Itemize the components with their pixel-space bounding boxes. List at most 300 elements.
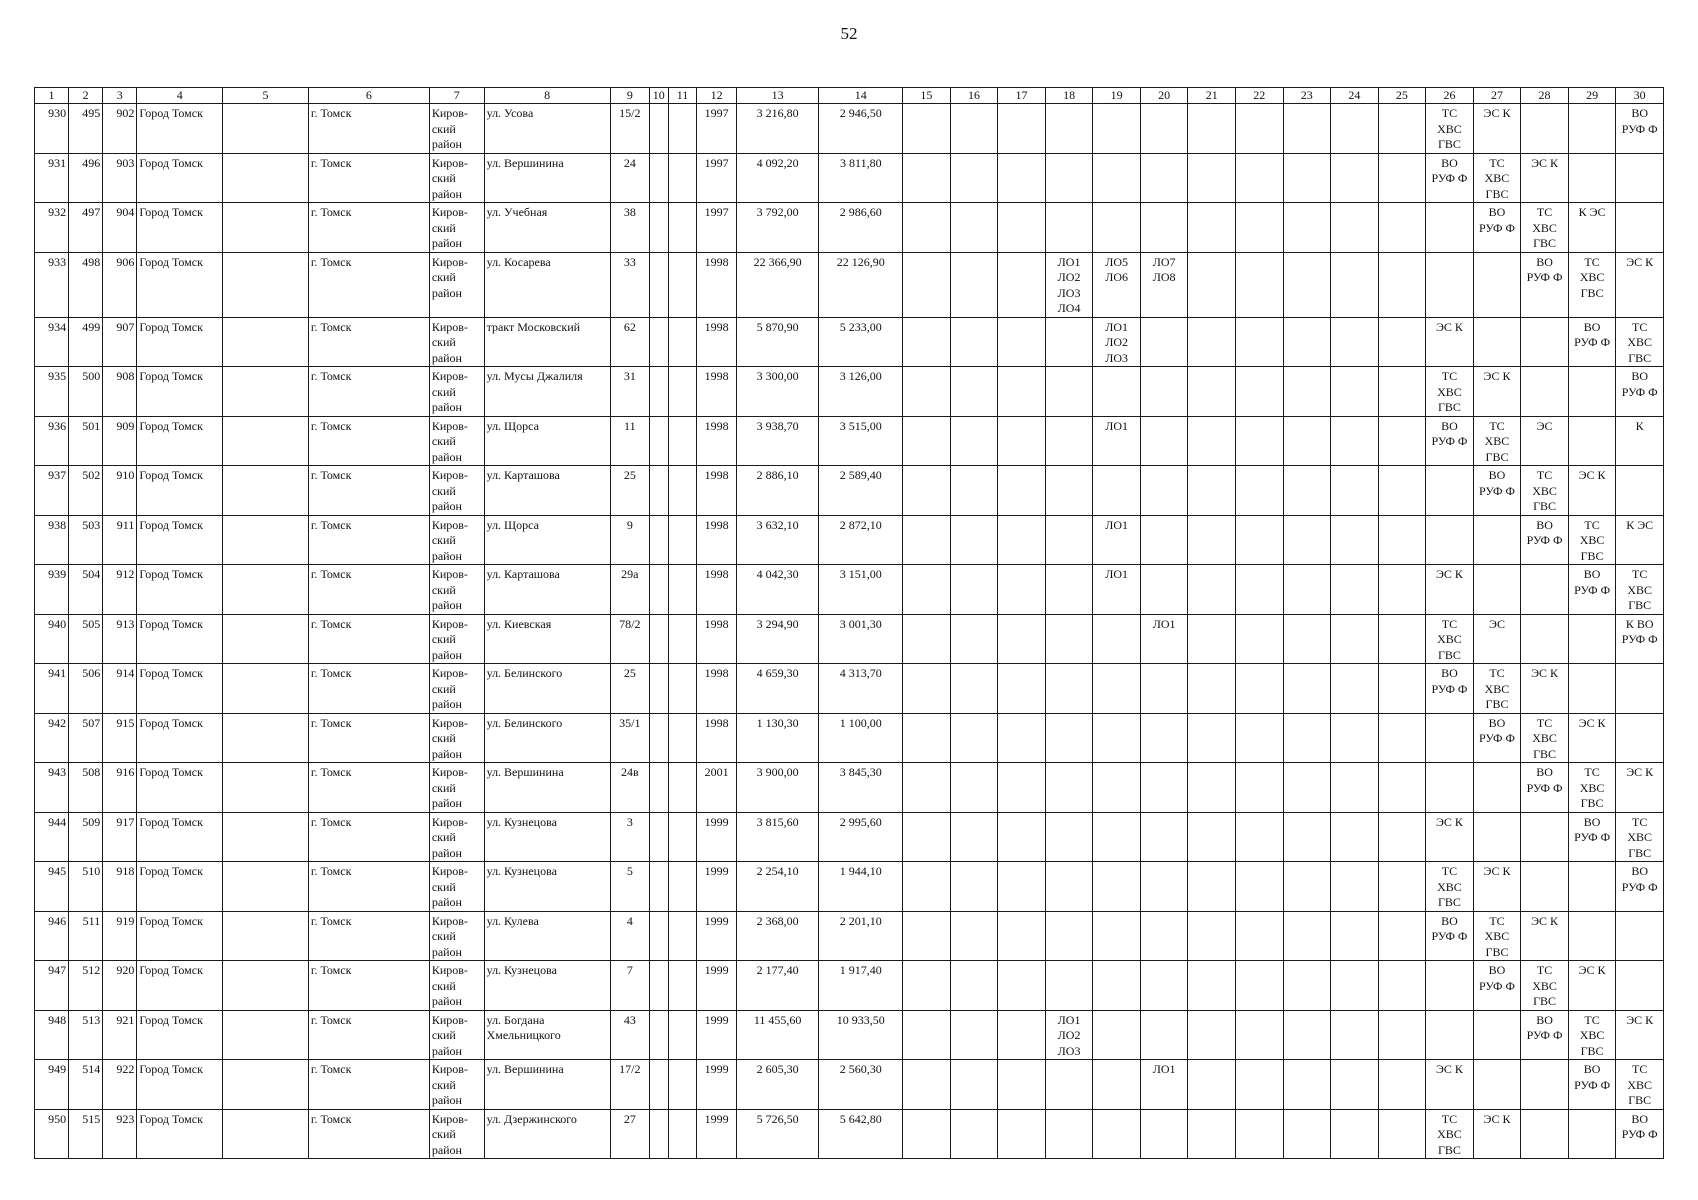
- table-cell: 507: [69, 713, 103, 763]
- column-header: 2: [69, 88, 103, 104]
- table-cell: 1998: [697, 416, 736, 466]
- table-cell: г. Томск: [308, 713, 429, 763]
- table-cell: [903, 565, 951, 615]
- table-cell: [1331, 367, 1379, 417]
- table-cell: [1331, 911, 1379, 961]
- table-cell: [998, 565, 1046, 615]
- table-cell: ул. Вершинина: [484, 763, 610, 813]
- table-cell: [223, 317, 309, 367]
- table-cell: 25: [610, 664, 649, 714]
- table-cell: [1235, 614, 1283, 664]
- table-cell: [1426, 203, 1474, 253]
- column-header: 27: [1473, 88, 1521, 104]
- column-header: 29: [1568, 88, 1616, 104]
- table-cell: 5 870,90: [736, 317, 819, 367]
- table-cell: [1378, 911, 1426, 961]
- table-cell: 922: [103, 1060, 137, 1110]
- table-cell: [1521, 367, 1569, 417]
- table-cell: [950, 252, 998, 317]
- table-cell: 1999: [697, 812, 736, 862]
- table-cell: ул. Карташова: [484, 565, 610, 615]
- table-cell: [1140, 1010, 1188, 1060]
- table-cell: [1616, 466, 1664, 516]
- table-cell: [668, 104, 697, 154]
- table-cell: [1140, 862, 1188, 912]
- table-cell: 1997: [697, 104, 736, 154]
- table-cell: [1378, 763, 1426, 813]
- table-cell: 496: [69, 153, 103, 203]
- table-cell: [1283, 252, 1331, 317]
- table-cell: [1378, 317, 1426, 367]
- table-cell: [1140, 961, 1188, 1011]
- table-cell: [1283, 203, 1331, 253]
- table-cell: ВО РУФ Ф: [1568, 1060, 1616, 1110]
- table-cell: ТС ХВС ГВС: [1568, 763, 1616, 813]
- table-cell: [1331, 1060, 1379, 1110]
- table-cell: 3 815,60: [736, 812, 819, 862]
- table-cell: ТС ХВС ГВС: [1616, 565, 1664, 615]
- table-cell: [1235, 367, 1283, 417]
- table-cell: [998, 416, 1046, 466]
- table-cell: ул. Мусы Джалиля: [484, 367, 610, 417]
- table-cell: [998, 763, 1046, 813]
- register-table: [34, 87, 1664, 1159]
- table-cell: [1331, 153, 1379, 203]
- table-cell: 78/2: [610, 614, 649, 664]
- table-cell: [223, 614, 309, 664]
- table-cell: [1140, 203, 1188, 253]
- column-header: 3: [103, 88, 137, 104]
- table-cell: [1616, 713, 1664, 763]
- table-cell: [1188, 614, 1236, 664]
- table-cell: г. Томск: [308, 416, 429, 466]
- table-cell: ТС ХВС ГВС: [1426, 1109, 1474, 1159]
- table-row: [35, 203, 1664, 253]
- table-cell: [223, 153, 309, 203]
- table-cell: [950, 1109, 998, 1159]
- table-cell: 495: [69, 104, 103, 154]
- table-cell: [1426, 1010, 1474, 1060]
- table-cell: 950: [35, 1109, 69, 1159]
- table-cell: ЭС: [1521, 416, 1569, 466]
- table-row: [35, 961, 1664, 1011]
- table-cell: г. Томск: [308, 565, 429, 615]
- table-cell: [1331, 515, 1379, 565]
- table-cell: [1568, 664, 1616, 714]
- table-cell: ТС ХВС ГВС: [1426, 614, 1474, 664]
- table-cell: [950, 466, 998, 516]
- table-cell: [1378, 416, 1426, 466]
- table-cell: [998, 252, 1046, 317]
- table-cell: [950, 862, 998, 912]
- table-cell: 2 177,40: [736, 961, 819, 1011]
- table-cell: [950, 614, 998, 664]
- table-cell: Город Томск: [137, 812, 223, 862]
- table-cell: 3 300,00: [736, 367, 819, 417]
- table-cell: [998, 862, 1046, 912]
- table-cell: [1568, 367, 1616, 417]
- table-cell: 27: [610, 1109, 649, 1159]
- table-cell: [1235, 466, 1283, 516]
- table-cell: 923: [103, 1109, 137, 1159]
- table-cell: ВО РУФ Ф: [1616, 862, 1664, 912]
- table-cell: [1568, 862, 1616, 912]
- table-cell: [1140, 416, 1188, 466]
- table-cell: 910: [103, 466, 137, 516]
- table-cell: 5 233,00: [819, 317, 903, 367]
- table-cell: 2 986,60: [819, 203, 903, 253]
- table-cell: [903, 104, 951, 154]
- table-cell: [1473, 515, 1521, 565]
- table-cell: [1093, 466, 1141, 516]
- table-cell: [1235, 153, 1283, 203]
- table-cell: 1998: [697, 252, 736, 317]
- table-cell: [1235, 565, 1283, 615]
- table-cell: [1235, 812, 1283, 862]
- table-cell: [668, 862, 697, 912]
- table-cell: [1378, 961, 1426, 1011]
- table-cell: [1616, 911, 1664, 961]
- table-cell: Город Томск: [137, 961, 223, 1011]
- table-cell: [223, 1010, 309, 1060]
- table-cell: [903, 862, 951, 912]
- table-cell: ВО РУФ Ф: [1426, 153, 1474, 203]
- table-cell: [998, 317, 1046, 367]
- table-cell: 3 151,00: [819, 565, 903, 615]
- table-cell: 29а: [610, 565, 649, 615]
- table-cell: [649, 664, 668, 714]
- table-cell: Город Томск: [137, 1109, 223, 1159]
- table-cell: г. Томск: [308, 203, 429, 253]
- table-cell: 930: [35, 104, 69, 154]
- table-cell: [1188, 104, 1236, 154]
- table-cell: [998, 1060, 1046, 1110]
- table-cell: г. Томск: [308, 104, 429, 154]
- table-cell: [223, 416, 309, 466]
- table-cell: 17/2: [610, 1060, 649, 1110]
- table-cell: ЭС К: [1473, 862, 1521, 912]
- column-header: 16: [950, 88, 998, 104]
- table-cell: [1616, 153, 1664, 203]
- table-cell: [1378, 203, 1426, 253]
- table-cell: 2 872,10: [819, 515, 903, 565]
- table-cell: 4 042,30: [736, 565, 819, 615]
- table-cell: 497: [69, 203, 103, 253]
- table-cell: [1045, 1109, 1093, 1159]
- table-cell: [1473, 1010, 1521, 1060]
- table-cell: [1093, 911, 1141, 961]
- table-cell: Киров- ский район: [429, 317, 484, 367]
- table-cell: [649, 515, 668, 565]
- table-cell: ЭС К: [1426, 565, 1474, 615]
- page-number: 52: [840, 24, 858, 43]
- table-cell: [1235, 104, 1283, 154]
- table-cell: [1093, 1109, 1141, 1159]
- table-cell: 4: [610, 911, 649, 961]
- table-cell: ЭС К: [1473, 1109, 1521, 1159]
- table-cell: [903, 713, 951, 763]
- table-cell: [1568, 416, 1616, 466]
- table-cell: Город Томск: [137, 104, 223, 154]
- table-cell: [668, 203, 697, 253]
- table-cell: ул. Кузнецова: [484, 961, 610, 1011]
- table-cell: ЛО1 ЛО2 ЛО3 ЛО4: [1045, 252, 1093, 317]
- table-cell: 25: [610, 466, 649, 516]
- table-cell: [1283, 1109, 1331, 1159]
- table-cell: [668, 1109, 697, 1159]
- table-cell: 22 126,90: [819, 252, 903, 317]
- table-cell: [1521, 1109, 1569, 1159]
- table-cell: 940: [35, 614, 69, 664]
- table-cell: [649, 961, 668, 1011]
- table-cell: [950, 911, 998, 961]
- table-cell: [903, 1109, 951, 1159]
- table-cell: Киров- ский район: [429, 812, 484, 862]
- table-body: [35, 104, 1664, 1159]
- table-cell: 935: [35, 367, 69, 417]
- table-cell: ТС ХВС ГВС: [1568, 1010, 1616, 1060]
- table-cell: [998, 961, 1046, 1011]
- table-cell: Город Томск: [137, 614, 223, 664]
- table-cell: 513: [69, 1010, 103, 1060]
- table-cell: ТС ХВС ГВС: [1568, 252, 1616, 317]
- table-cell: [998, 203, 1046, 253]
- table-cell: ТС ХВС ГВС: [1521, 961, 1569, 1011]
- table-cell: [950, 416, 998, 466]
- table-cell: [668, 1010, 697, 1060]
- column-header: 21: [1188, 88, 1236, 104]
- column-header: 22: [1235, 88, 1283, 104]
- table-cell: 2 560,30: [819, 1060, 903, 1110]
- table-row: [35, 466, 1664, 516]
- table-cell: ВО РУФ Ф: [1473, 961, 1521, 1011]
- column-header: 18: [1045, 88, 1093, 104]
- table-cell: [223, 252, 309, 317]
- table-cell: [649, 862, 668, 912]
- table-cell: [1568, 104, 1616, 154]
- table-cell: г. Томск: [308, 812, 429, 862]
- table-cell: [1616, 664, 1664, 714]
- table-cell: [223, 367, 309, 417]
- table-cell: ул. Кузнецова: [484, 812, 610, 862]
- table-cell: 914: [103, 664, 137, 714]
- table-cell: К ВО РУФ Ф: [1616, 614, 1664, 664]
- table-cell: ВО РУФ Ф: [1568, 317, 1616, 367]
- table-cell: 943: [35, 763, 69, 813]
- table-cell: [668, 713, 697, 763]
- table-cell: [903, 763, 951, 813]
- table-cell: [1093, 104, 1141, 154]
- table-cell: 936: [35, 416, 69, 466]
- table-cell: К ЭС: [1616, 515, 1664, 565]
- table-cell: 10 933,50: [819, 1010, 903, 1060]
- table-cell: [649, 911, 668, 961]
- table-cell: 1998: [697, 664, 736, 714]
- table-cell: 907: [103, 317, 137, 367]
- table-cell: [1188, 203, 1236, 253]
- table-cell: [668, 367, 697, 417]
- column-header: 26: [1426, 88, 1474, 104]
- table-cell: ТС ХВС ГВС: [1426, 367, 1474, 417]
- table-cell: Киров- ский район: [429, 104, 484, 154]
- table-cell: [223, 203, 309, 253]
- table-cell: [649, 104, 668, 154]
- table-cell: 2 201,10: [819, 911, 903, 961]
- table-cell: 5 642,80: [819, 1109, 903, 1159]
- table-row: [35, 252, 1664, 317]
- table-cell: 4 659,30: [736, 664, 819, 714]
- table-cell: [1331, 565, 1379, 615]
- table-cell: [950, 565, 998, 615]
- table-cell: 9: [610, 515, 649, 565]
- table-row: [35, 1060, 1664, 1110]
- table-cell: [998, 466, 1046, 516]
- table-cell: [649, 763, 668, 813]
- table-cell: 908: [103, 367, 137, 417]
- table-cell: [950, 1010, 998, 1060]
- table-cell: [903, 203, 951, 253]
- column-header: 13: [736, 88, 819, 104]
- table-cell: ул. Вершинина: [484, 1060, 610, 1110]
- table-cell: 514: [69, 1060, 103, 1110]
- table-cell: 911: [103, 515, 137, 565]
- table-cell: 1998: [697, 367, 736, 417]
- table-cell: ВО РУФ Ф: [1616, 367, 1664, 417]
- table-cell: [223, 104, 309, 154]
- table-cell: [1045, 664, 1093, 714]
- table-row: [35, 713, 1664, 763]
- table-cell: [1188, 911, 1236, 961]
- table-cell: [1235, 1109, 1283, 1159]
- table-cell: 515: [69, 1109, 103, 1159]
- table-cell: [1140, 763, 1188, 813]
- table-cell: [1188, 862, 1236, 912]
- table-cell: [1283, 416, 1331, 466]
- table-row: [35, 911, 1664, 961]
- table-cell: [950, 203, 998, 253]
- table-cell: [1235, 416, 1283, 466]
- table-cell: [1045, 203, 1093, 253]
- table-cell: [1093, 812, 1141, 862]
- table-cell: [649, 1010, 668, 1060]
- table-cell: [223, 911, 309, 961]
- table-cell: ЭС К: [1521, 664, 1569, 714]
- table-cell: 505: [69, 614, 103, 664]
- column-header: 23: [1283, 88, 1331, 104]
- table-cell: [1283, 664, 1331, 714]
- table-cell: [1235, 203, 1283, 253]
- table-cell: ТС ХВС ГВС: [1521, 203, 1569, 253]
- table-cell: ЛО7 ЛО8: [1140, 252, 1188, 317]
- table-cell: [1521, 614, 1569, 664]
- table-cell: 937: [35, 466, 69, 516]
- table-cell: Город Томск: [137, 713, 223, 763]
- table-cell: ЭС К: [1616, 1010, 1664, 1060]
- table-cell: [1283, 862, 1331, 912]
- table-cell: 1 917,40: [819, 961, 903, 1011]
- table-cell: [903, 812, 951, 862]
- table-row: [35, 1010, 1664, 1060]
- table-cell: Город Томск: [137, 317, 223, 367]
- table-cell: ТС ХВС ГВС: [1616, 812, 1664, 862]
- table-cell: [1045, 104, 1093, 154]
- table-cell: [1093, 862, 1141, 912]
- table-row: [35, 862, 1664, 912]
- table-cell: 3 900,00: [736, 763, 819, 813]
- table-cell: [668, 252, 697, 317]
- table-cell: 1 130,30: [736, 713, 819, 763]
- table-cell: [1473, 252, 1521, 317]
- table-cell: [223, 1109, 309, 1159]
- table-cell: [998, 1109, 1046, 1159]
- table-cell: [1188, 252, 1236, 317]
- table-cell: [1331, 812, 1379, 862]
- table-cell: ул. Белинского: [484, 664, 610, 714]
- table-cell: Город Томск: [137, 466, 223, 516]
- table-cell: 3 632,10: [736, 515, 819, 565]
- table-cell: 949: [35, 1060, 69, 1110]
- table-cell: [1045, 466, 1093, 516]
- table-cell: 31: [610, 367, 649, 417]
- table-cell: г. Томск: [308, 1109, 429, 1159]
- table-cell: [998, 614, 1046, 664]
- table-cell: [1188, 416, 1236, 466]
- table-cell: ЛО1: [1093, 515, 1141, 565]
- table-cell: [1283, 367, 1331, 417]
- table-cell: ТС ХВС ГВС: [1473, 153, 1521, 203]
- table-cell: г. Томск: [308, 664, 429, 714]
- table-cell: [1045, 763, 1093, 813]
- table-cell: [223, 466, 309, 516]
- table-cell: ВО РУФ Ф: [1426, 664, 1474, 714]
- table-cell: 1 944,10: [819, 862, 903, 912]
- table-cell: ЭС К: [1521, 153, 1569, 203]
- table-cell: [1188, 1109, 1236, 1159]
- table-cell: [1093, 1010, 1141, 1060]
- table-cell: 916: [103, 763, 137, 813]
- table-cell: 1999: [697, 1010, 736, 1060]
- table-cell: [998, 153, 1046, 203]
- table-cell: 1999: [697, 911, 736, 961]
- table-cell: [1235, 763, 1283, 813]
- table-cell: [1235, 911, 1283, 961]
- table-cell: г. Томск: [308, 317, 429, 367]
- table-cell: Киров- ский район: [429, 203, 484, 253]
- table-cell: [1140, 317, 1188, 367]
- table-cell: [1235, 1060, 1283, 1110]
- table-cell: [1378, 515, 1426, 565]
- table-cell: [1568, 911, 1616, 961]
- table-cell: Киров- ский район: [429, 565, 484, 615]
- table-cell: [1045, 713, 1093, 763]
- table-cell: [1093, 713, 1141, 763]
- table-cell: г. Томск: [308, 466, 429, 516]
- table-cell: [1188, 961, 1236, 1011]
- table-cell: [1378, 104, 1426, 154]
- table-cell: [1093, 664, 1141, 714]
- table-cell: ЭС К: [1616, 763, 1664, 813]
- table-cell: Киров- ский район: [429, 713, 484, 763]
- table-cell: Город Томск: [137, 367, 223, 417]
- table-cell: 38: [610, 203, 649, 253]
- table-row: [35, 1109, 1664, 1159]
- table-cell: [1473, 565, 1521, 615]
- table-cell: ВО РУФ Ф: [1521, 763, 1569, 813]
- table-cell: [1521, 1060, 1569, 1110]
- table-cell: г. Томск: [308, 1010, 429, 1060]
- table-cell: [950, 713, 998, 763]
- table-cell: [998, 515, 1046, 565]
